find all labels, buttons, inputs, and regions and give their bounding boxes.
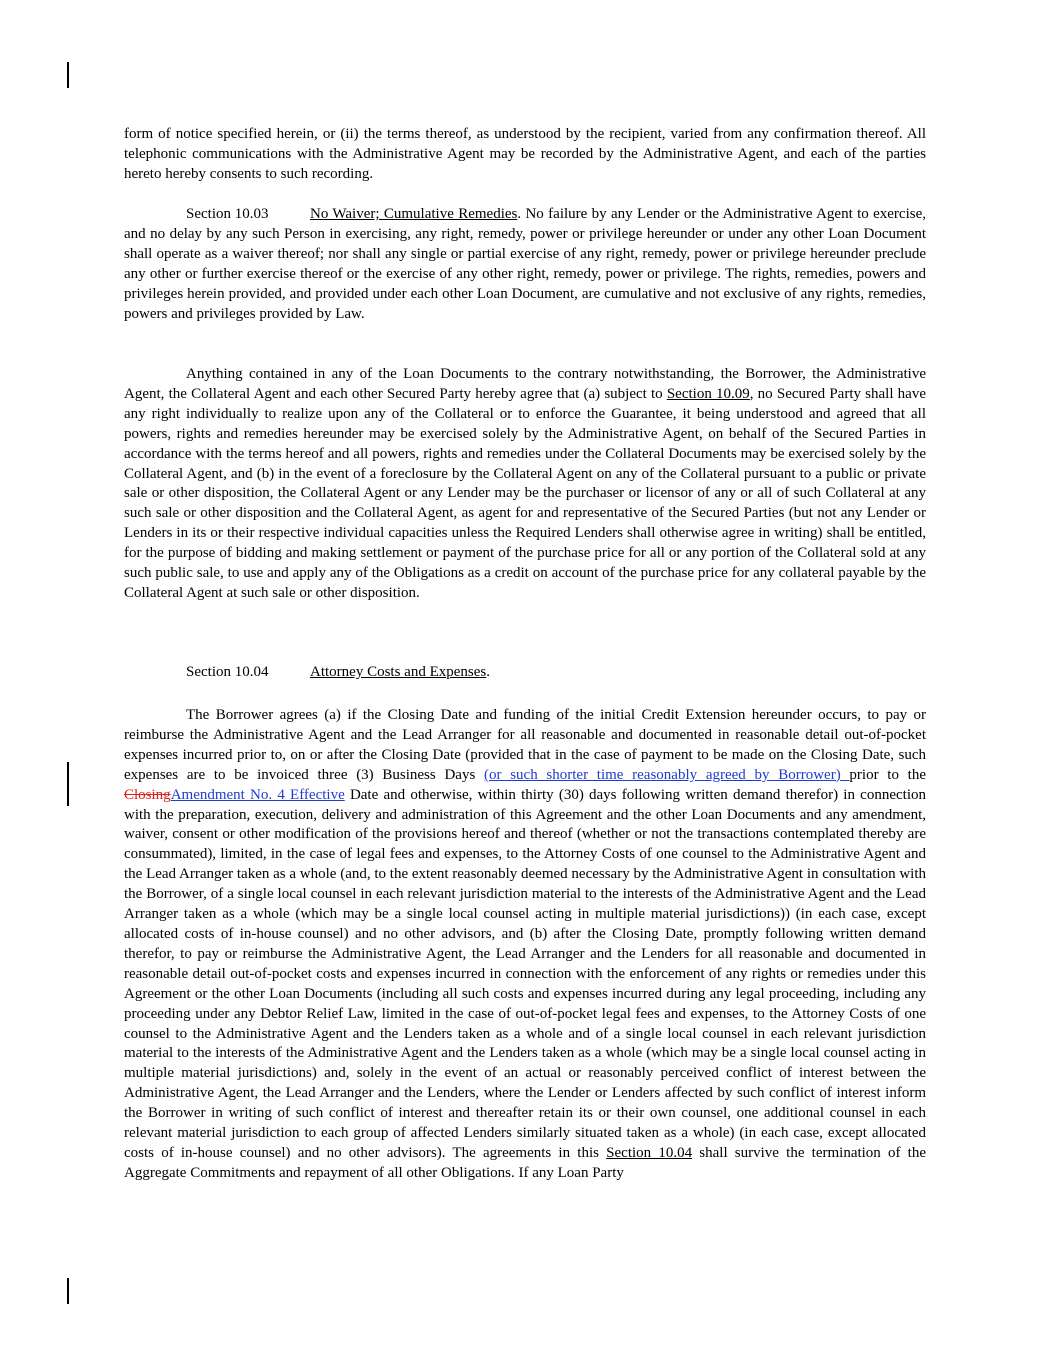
cross-reference-link[interactable]: Section 10.04 — [606, 1144, 693, 1161]
section-number: Section 10.03 — [186, 206, 269, 222]
section-10-04-heading — [124, 663, 926, 683]
cross-reference-link[interactable]: Section 10.09 — [666, 385, 750, 402]
section-body: . No failure by any Lender or the Administrative Agent to exercise, and no delay by any such Person in exercising, any right, remedy, power or privilege hereunder or under any other Loan Document shall operate as a waiver thereof; nor shall any single or partial exercise of any right, remedy, power or privilege hereunder preclude any other or further exercise thereof or the exercise of any other right, remedy, power or privilege. The rights, remedies, powers and privileges herein provided, and provided under each other Loan Document, are cumulative and not exclusive of any rights, remedies, powers and privileges provided by Law. — [124, 206, 926, 322]
section-10-03 — [124, 205, 926, 324]
paragraph-anything-contained — [124, 365, 926, 604]
section-title-period: . — [486, 664, 490, 680]
paragraph-intro — [124, 125, 926, 185]
paragraph-text: Date and otherwise, within thirty (30) days following written demand therefor) in connection with the preparation, execution, delivery and administration of this Agreement and the other Loan Documents and any amendment, waiver, consent or other modification of the provisions hereof and thereof (whether or not the transactions contemplated thereby are consummated), limited, in the case of legal fees and expenses, to the Attorney Costs of one counsel to the Administrative Agent and the Lead Arranger taken as a whole (and, to the extent reasonably deemed necessary by the Administrative Agent in consultation with the Borrower, of a single local counsel in each relevant jurisdiction material to the interests of the Administrative Agent and the Lead Arranger taken as a whole (which may be a single local counsel acting in multiple material jurisdictions)) (in each case, except allocated costs of in-house counsel) and no other advisors, and (b) after the Closing Date, promptly following written demand therefor, to pay or reimburse the Administrative Agent, the Lead Arranger and the Lenders for all reasonable and documented in reasonable detail out-of-pocket costs and expenses incurred in connection with the enforcement of any rights or remedies under this Agreement or the other Loan Documents (including all such costs and expenses incurred during any legal proceeding, including any proceeding under any Debtor Relief Law, limited in the case of out-of-pocket legal fees and expenses, to the Attorney Costs of one counsel to the Administrative Agent and the Lenders taken as a whole and of a single local counsel in each relevant jurisdiction material to the interests of the Administrative Agent and the Lenders taken as a whole (which may be a single local counsel acting in multiple material jurisdictions) and, solely in the event of an actual or reasonably perceived conflict of interest between the Administrative Agent, the Lead Arranger and the Lenders, where the Lender or Lenders affected by such conflict of interest inform the Borrower in writing of such conflict of interest and thereafter retain its or their own counsel, one additional counsel in each relevant material jurisdiction to each group of affected Lenders similarly situated taken as a whole) (in each case, except allocated costs of in-house counsel) and no other advisors). The agreements in this — [124, 786, 926, 1161]
paragraph-text: prior to the — [849, 766, 926, 783]
paragraph-text: The Borrower agrees (a) if the Closing Date and funding of the initial Credit Extension hereunder occurs, to pay or reimburse the Administrative Agent and the Lead Arranger for all reasonable and documented in reasonable detail out-of-pocket expenses incurred prior to, on or after the Closing Date (provided that in the case of payment to be made on the Closing Date, such expenses are to be invoiced three (3) Business Days — [124, 707, 926, 783]
change-bar-middle — [67, 762, 69, 806]
tracked-deletion: Closing — [124, 786, 171, 803]
paragraph-text: shall survive the termination of the Aggregate Commitments and repayment of all other Obligations. If any Loan Party — [124, 1144, 927, 1181]
section-number: Section 10.04 — [186, 664, 269, 680]
paragraph-text: , no Secured Party shall have any right individually to realize upon any of the Collateral or to enforce the Guarantee, it being understood and agreed that all powers, rights and remedies hereunder may be exercised solely by the Administrative Agent, on behalf of the Secured Parties in accordance with the terms hereof and all powers, rights and remedies under the Collateral Documents may be exercised solely by the Collateral Agent, and (b) in the event of a foreclosure by the Collateral Agent on any of the Collateral pursuant to a public or private sale or other disposition, the Collateral Agent or any Lender may be the purchaser or licensor of any or all of such Collateral at any such sale or other disposition and the Collateral Agent, as agent for and representative of the Secured Parties (but not any Lender or Lenders in its or their respective individual capacities unless the Required Lenders shall otherwise agree in writing) shall be entitled, for the purpose of bidding and making settlement or payment of the purchase price for all or any portion of the Collateral sold at any such public sale, to use and apply any of the Obligations as a credit on account of the purchase price for any collateral payable by the Collateral Agent at such sale or other disposition. — [124, 385, 926, 601]
section-title: Attorney Costs and Expenses — [310, 664, 487, 680]
tracked-insertion: Amendment No. 4 Effective — [170, 786, 345, 803]
paragraph-intro-text: form of notice specified herein, or (ii) the terms thereof, as understood by the recipient, varied from any confirmation thereof. All telephonic communications with the Administrative Agent may be recorded by the Administrative Agent, and each of the parties hereto hereby consents to such recording. — [124, 126, 926, 182]
tracked-insertion: (or such shorter time reasonably agreed by Borrower) — [484, 766, 850, 783]
paragraph-borrower-agrees — [124, 706, 926, 1184]
paragraph-text: Anything contained in any of the Loan Documents to the contrary notwithstanding, the Borrower, the Administrative Agent, the Collateral Agent and each other Secured Party hereby agree that (a) subject to — [124, 366, 926, 402]
section-title: No Waiver; Cumulative Remedies — [310, 206, 518, 222]
change-bar-bottom — [67, 1278, 69, 1304]
change-bar-top — [67, 62, 69, 88]
